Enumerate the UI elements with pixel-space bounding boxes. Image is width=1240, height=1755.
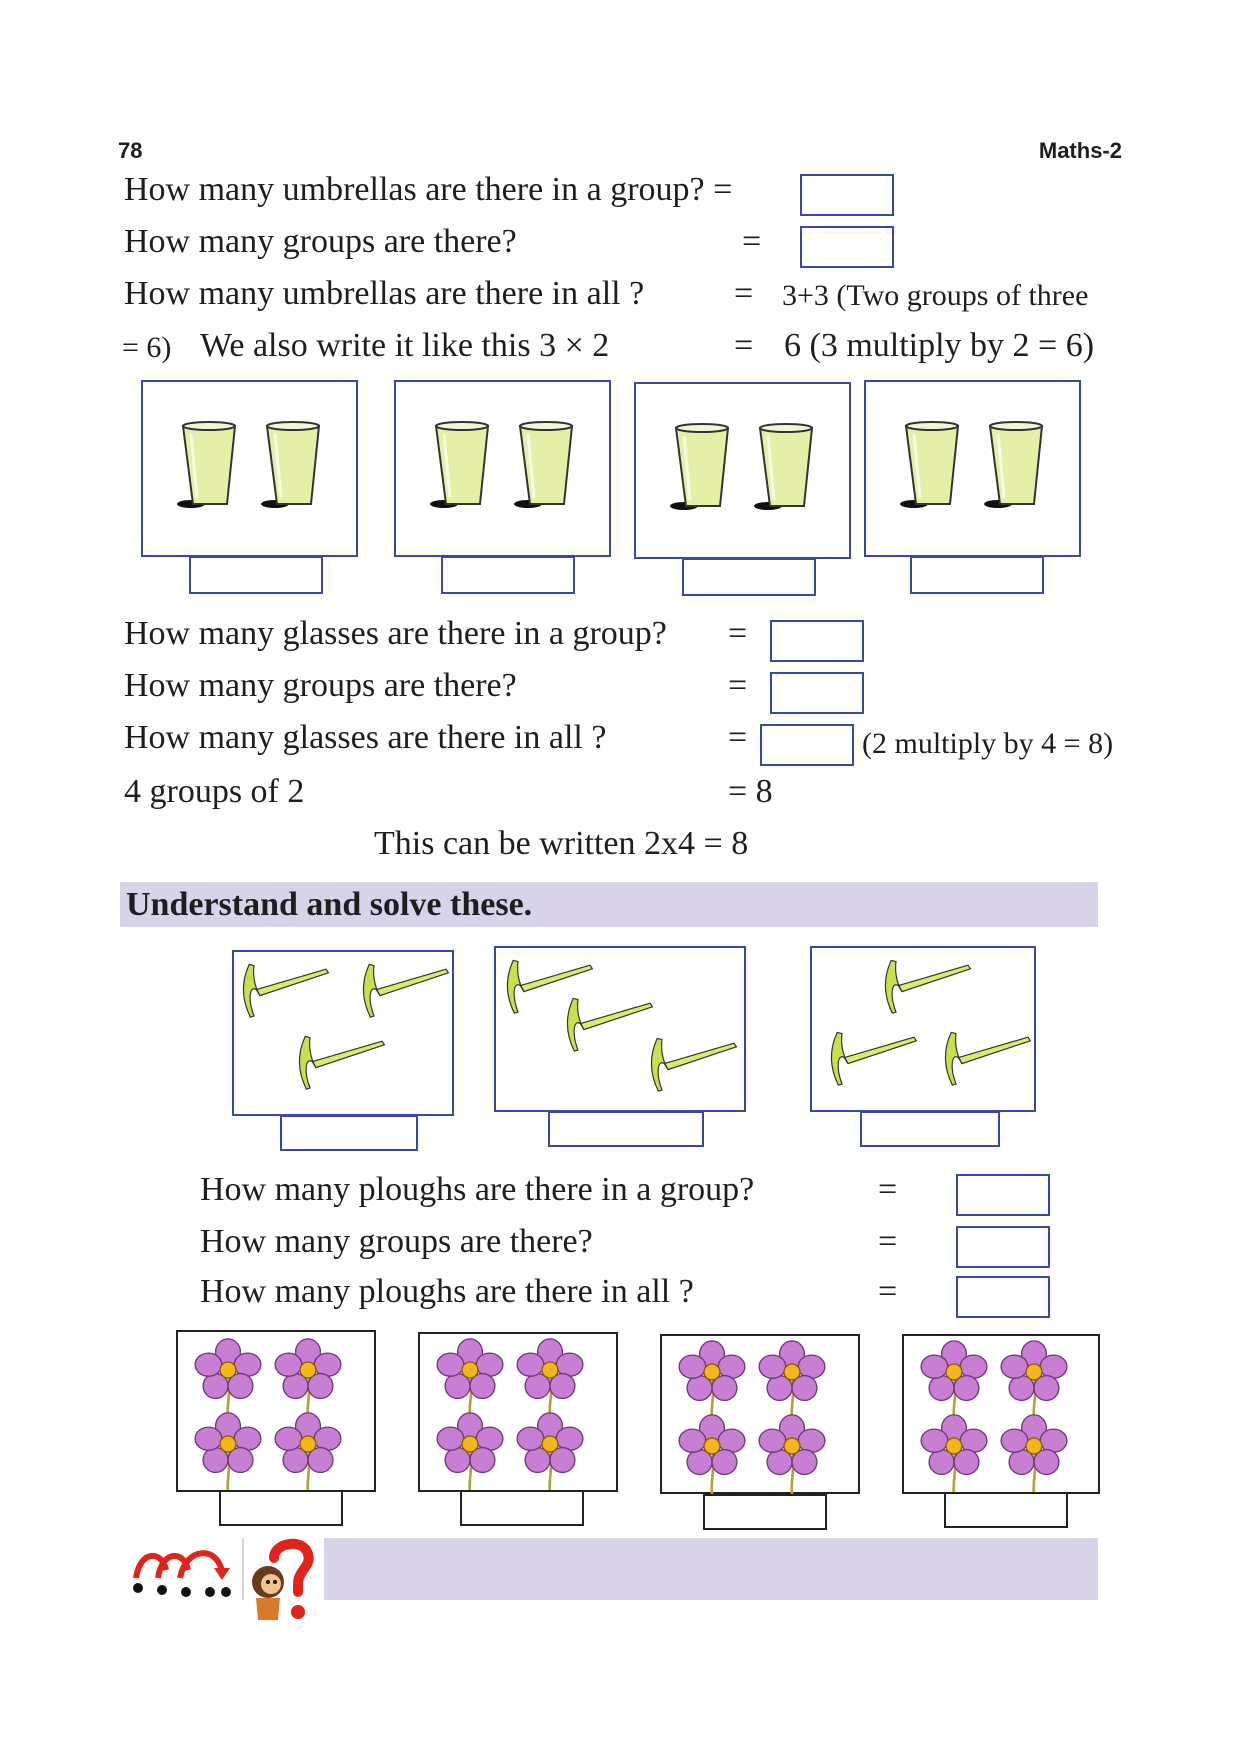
glass-question-group: How many glasses are there in a group? xyxy=(124,615,667,652)
equals-sign: = xyxy=(742,223,762,260)
umbrella-question-group: How many umbrellas are there in a group? = xyxy=(124,171,733,208)
flower-icon xyxy=(918,1414,990,1494)
glass-icon xyxy=(177,420,241,510)
plough-icon xyxy=(878,956,974,1020)
equals-sign: = xyxy=(728,667,748,704)
flower-icon xyxy=(192,1412,264,1492)
plough-icon xyxy=(938,1028,1034,1092)
equals-sign: = xyxy=(878,1171,898,1208)
glass-group-1 xyxy=(141,380,358,557)
glass-group-3 xyxy=(634,382,851,559)
page-number: 78 xyxy=(118,138,143,163)
plough-group-3 xyxy=(810,946,1036,1112)
umbrella-question-groups: How many groups are there? xyxy=(124,223,517,260)
equals-sign: = xyxy=(878,1223,898,1260)
flower-icon xyxy=(756,1340,828,1420)
glass-group-2-answer-box[interactable] xyxy=(441,556,575,594)
flower-icon xyxy=(998,1414,1070,1494)
glass-icon xyxy=(670,422,734,512)
glass-all-answer-box[interactable] xyxy=(760,724,854,766)
plough-group-2-answer-box[interactable] xyxy=(548,1111,704,1147)
flower-icon xyxy=(998,1340,1070,1420)
flower-icon xyxy=(192,1338,264,1418)
glass-icon xyxy=(514,420,578,510)
plough-all-answer-box[interactable] xyxy=(956,1276,1050,1318)
glass-icon xyxy=(261,420,325,510)
glass-group-2 xyxy=(394,380,611,557)
flower-icon xyxy=(918,1340,990,1420)
glass-icon xyxy=(430,420,494,510)
flower-icon xyxy=(676,1340,748,1420)
umbrella-line4-result: 6 (3 multiply by 2 = 6) xyxy=(784,327,1095,364)
umbrella-groups-answer-box[interactable] xyxy=(800,226,894,268)
umbrella-line4-start: = 6) xyxy=(122,331,172,364)
glass-group-1-answer-box[interactable] xyxy=(189,556,323,594)
jump-arrows-icon xyxy=(122,1536,242,1600)
plough-icon xyxy=(644,1034,740,1098)
plough-icon xyxy=(292,1032,388,1096)
glass-multiply-note: (2 multiply by 4 = 8) xyxy=(862,727,1114,760)
umbrella-group-answer-box[interactable] xyxy=(800,174,894,216)
plough-icon xyxy=(560,994,656,1058)
glass-group-4-answer-box[interactable] xyxy=(910,556,1044,594)
glass-groups-line: 4 groups of 2 xyxy=(124,773,305,810)
plough-icon xyxy=(356,960,452,1024)
equals-sign: = xyxy=(728,615,748,652)
flower-icon xyxy=(676,1414,748,1494)
glass-question-all: How many glasses are there in all ? xyxy=(124,719,607,756)
flower-icon xyxy=(434,1338,506,1418)
flower-icon xyxy=(272,1412,344,1492)
plough-question-group: How many ploughs are there in a group? xyxy=(200,1171,755,1208)
plough-group-3-answer-box[interactable] xyxy=(860,1111,1000,1147)
flower-group-4-answer-box[interactable] xyxy=(944,1492,1068,1528)
equals-sign: = xyxy=(878,1273,898,1310)
footer-icon-tile xyxy=(244,1536,324,1624)
flower-group-2 xyxy=(418,1332,618,1492)
plough-group-answer-box[interactable] xyxy=(956,1174,1050,1216)
flower-group-3-answer-box[interactable] xyxy=(703,1494,827,1530)
flower-group-2-answer-box[interactable] xyxy=(460,1490,584,1526)
glass-icon xyxy=(900,420,964,510)
book-title: Maths-2 xyxy=(1038,138,1122,163)
equals-sign: = xyxy=(734,327,754,364)
flower-icon xyxy=(272,1338,344,1418)
flower-group-1-answer-box[interactable] xyxy=(219,1490,343,1526)
section-title: Understand and solve these. xyxy=(126,886,533,923)
glass-groups-answer-box[interactable] xyxy=(770,672,864,714)
plough-question-all: How many ploughs are there in all ? xyxy=(200,1273,694,1310)
umbrella-all-value: 3+3 (Two groups of three xyxy=(782,279,1089,312)
flower-group-3 xyxy=(660,1334,860,1494)
plough-groups-answer-box[interactable] xyxy=(956,1226,1050,1268)
plough-group-1 xyxy=(232,950,454,1116)
flower-icon xyxy=(756,1414,828,1494)
thinking-girl-icon xyxy=(244,1536,324,1624)
umbrella-line4-text: We also write it like this 3 × 2 xyxy=(200,327,610,364)
plough-icon xyxy=(824,1028,920,1092)
glass-icon xyxy=(754,422,818,512)
equals-sign: = xyxy=(734,275,754,312)
plough-group-1-answer-box[interactable] xyxy=(280,1115,418,1151)
glass-icon xyxy=(984,420,1048,510)
flower-icon xyxy=(514,1412,586,1492)
flower-icon xyxy=(434,1412,506,1492)
flower-icon xyxy=(514,1338,586,1418)
plough-group-2 xyxy=(494,946,746,1112)
plough-question-groups: How many groups are there? xyxy=(200,1223,593,1260)
plough-icon xyxy=(236,960,332,1024)
umbrella-question-all: How many umbrellas are there in all ? xyxy=(124,275,645,312)
equals-sign: = xyxy=(728,719,748,756)
flower-group-1 xyxy=(176,1330,376,1492)
glass-group-4 xyxy=(864,380,1081,557)
glass-written-line: This can be written 2x4 = 8 xyxy=(374,825,749,862)
glass-question-groups: How many groups are there? xyxy=(124,667,517,704)
footer-icon-tile xyxy=(122,1536,242,1600)
flower-group-4 xyxy=(902,1334,1100,1494)
glass-group-answer-box[interactable] xyxy=(770,620,864,662)
glass-groups-result: = 8 xyxy=(728,773,773,810)
glass-group-3-answer-box[interactable] xyxy=(682,558,816,596)
